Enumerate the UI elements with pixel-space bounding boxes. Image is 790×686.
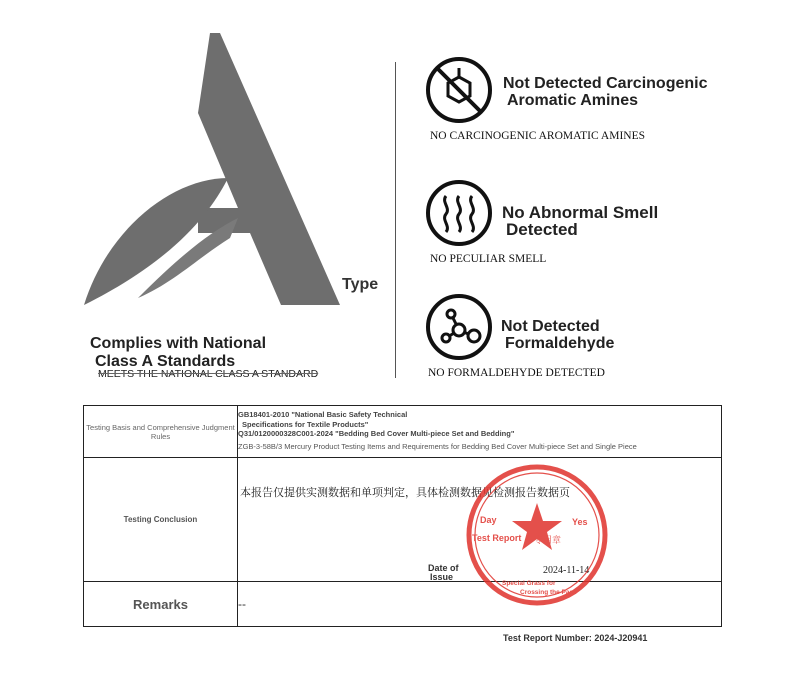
compliance-title-line1: Complies with National (90, 335, 267, 352)
conclusion-text: 本报告仅提供实测数据和单项判定，具体检测数据见检测报告数据页 (240, 486, 570, 499)
table-row (84, 458, 722, 582)
odor-waves-icon (424, 178, 494, 248)
stamp-test-report: Test Report (472, 533, 522, 543)
basis-line: Specifications for Textile Products" (242, 419, 369, 429)
stamp-special: 专用章 (534, 536, 562, 546)
compliance-subtitle: MEETS THE NATIONAL CLASS A STANDARD (98, 368, 319, 380)
basis-text (238, 406, 722, 458)
compliance-title (90, 335, 266, 371)
date-value: 2024-11-14 (543, 565, 590, 576)
red-official-seal-icon (462, 463, 612, 608)
feature-title-carcinogenic (503, 75, 707, 109)
stamp-yes: Yes (572, 517, 588, 527)
feature-title-smell (502, 204, 658, 238)
test-report-table (83, 405, 722, 627)
feature-title-line1: Not Detected Carcinogenic (503, 75, 708, 92)
feature-title-line2: Detected (506, 220, 578, 239)
report-number: Test Report Number: 2024-J20941 (503, 633, 648, 643)
stamp-bottom-line2: Crossing the Pass (520, 589, 577, 596)
remarks-value: -- (238, 582, 722, 627)
table-row (84, 406, 722, 458)
conclusion-label: Testing Conclusion (84, 458, 238, 582)
divider-line (395, 62, 396, 378)
date-label-line2: Issue (430, 572, 454, 582)
stamp-bottom-line1: Special Grass for (502, 580, 556, 587)
basis-line: ZGB-3-58B/3 Mercury Product Testing Items and Requirements for Bedding Bed Cover Multi-piece Set and Single Piece (238, 441, 637, 451)
feature-subtitle-carcinogenic: NO CARCINOGENIC AROMATIC AMINES (430, 130, 646, 142)
feature-title-line1: Not Detected (501, 318, 600, 335)
basis-line: GB18401-2010 "National Basic Safety Technical (238, 410, 408, 419)
basis-label: Testing Basis and Comprehensive Judgment Rules (84, 406, 238, 458)
feature-subtitle-formaldehyde: NO FORMALDEHYDE DETECTED (428, 367, 605, 379)
date-label (428, 564, 459, 582)
stamp-day: Day (480, 515, 497, 525)
benzene-ring-prohibited-icon (424, 55, 494, 125)
remarks-label: Remarks (84, 582, 238, 627)
molecule-icon (424, 292, 494, 362)
feature-subtitle-smell: NO PECULIAR SMELL (430, 253, 547, 265)
date-label-line1: Date of (428, 563, 459, 573)
feature-title-line1: No Abnormal Smell (502, 203, 659, 222)
type-label: Type (342, 276, 379, 293)
compliance-title-line2: Class A Standards (95, 353, 236, 370)
feature-title-line2: Formaldehyde (505, 335, 615, 352)
basis-line: Q31/0120000328C001-2024 "Bedding Bed Cover Multi-piece Set and Bedding" (238, 429, 515, 438)
brand-logo-icon (78, 28, 348, 313)
feature-title-formaldehyde (501, 318, 614, 352)
feature-title-line2: Aromatic Amines (507, 92, 638, 109)
table-row (84, 582, 722, 627)
